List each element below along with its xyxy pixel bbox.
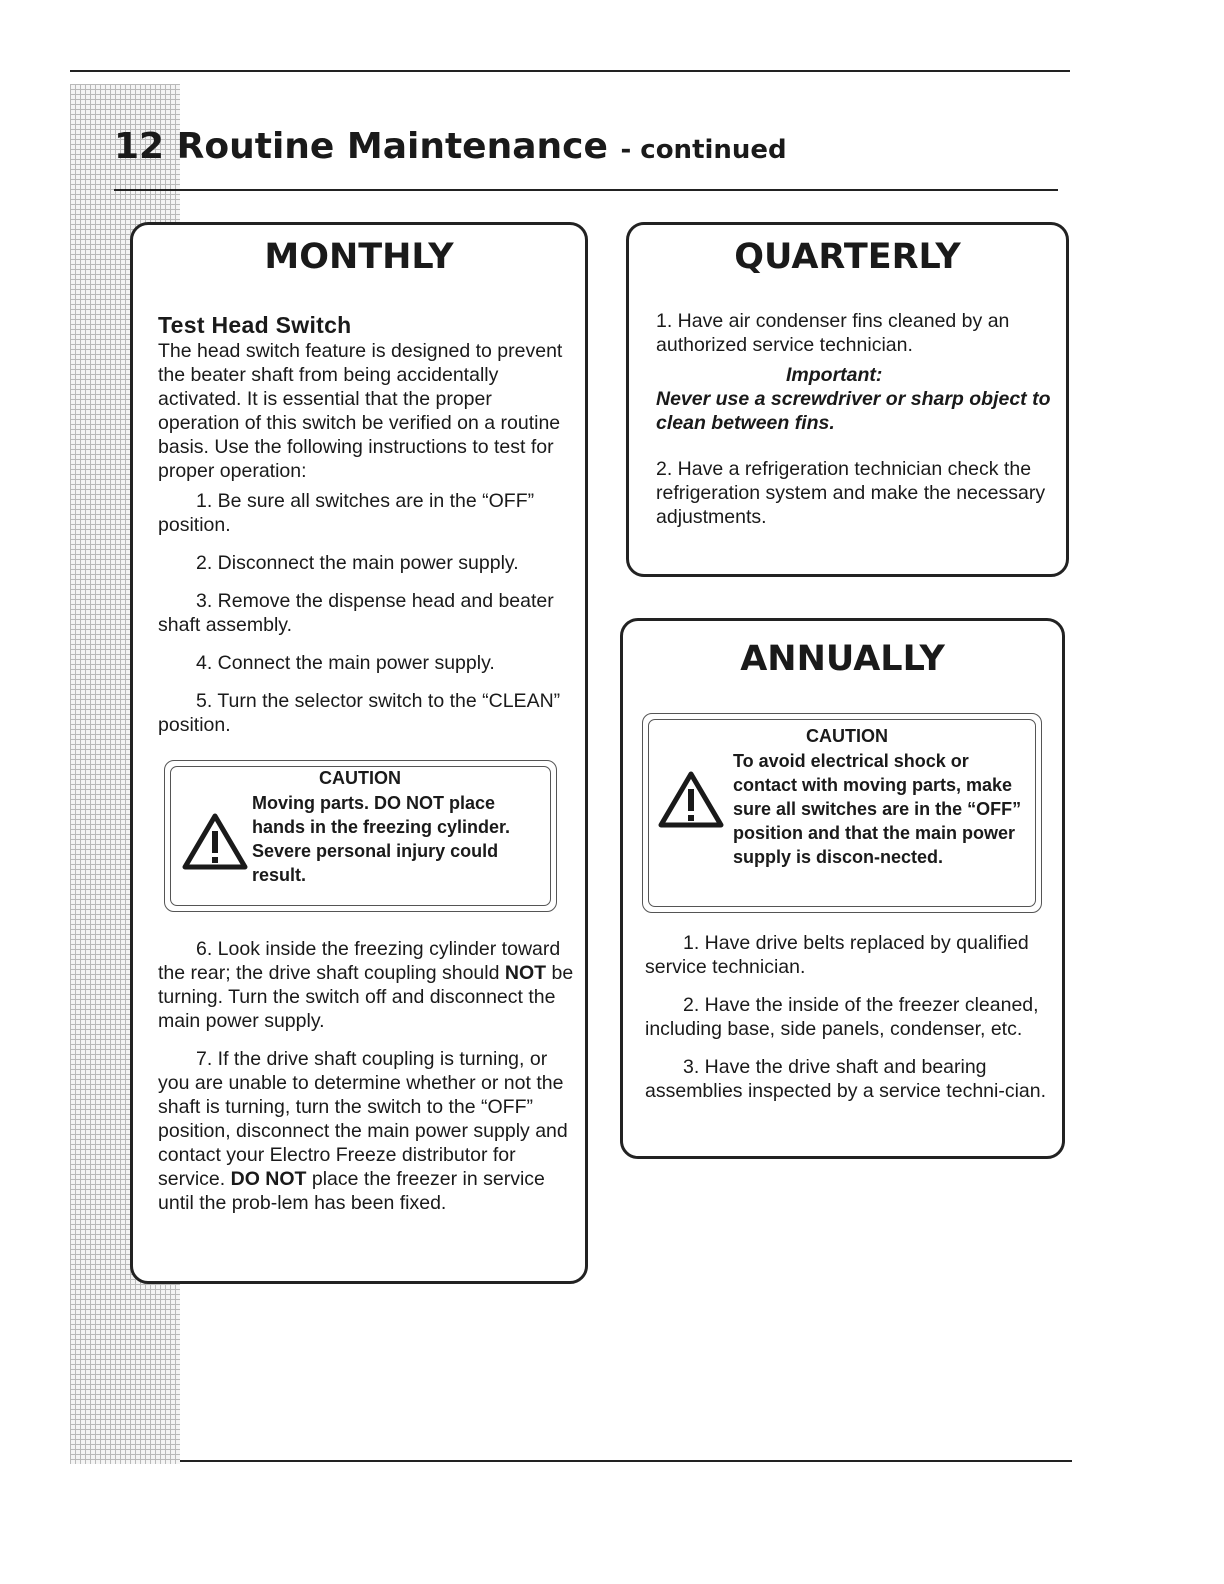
monthly-caution-title: CAUTION: [319, 768, 401, 788]
monthly-step-1: 1. Be sure all switches are in the “OFF” position.: [158, 490, 535, 536]
annually-item-3: 3. Have the drive shaft and bearing assemblies inspected by a service techni-cian.: [645, 1056, 1047, 1102]
title-underline: [114, 189, 1058, 191]
monthly-step-2: 2. Disconnect the main power supply.: [196, 552, 519, 574]
quarterly-item-1: 1. Have air condenser fins cleaned by an authorized service technician.: [656, 310, 1010, 356]
monthly-step-7: 7. If the drive shaft coupling is turning, or you are unable to determine whether or not the shaft is turning, turn the switch to the “OFF” position, disconnect the main power supply and contact your Electro Freeze distributor for service. DO NOT place the freezer in service until the prob-lem has been fixed.: [158, 1048, 568, 1214]
monthly-caution-text: Moving parts. DO NOT place hands in the freezing cylinder. Severe personal injury could result.: [252, 793, 511, 885]
annually-caution-title: CAUTION: [806, 726, 888, 746]
monthly-step-5: 5. Turn the selector switch to the “CLEAN” position.: [158, 690, 561, 736]
important-text: Never use a screwdriver or sharp object to clean between fins.: [656, 388, 1051, 434]
monthly-heading: MONTHLY: [264, 237, 454, 277]
quarterly-item-2: 2. Have a refrigeration technician check the refrigeration system and make the necessary adjustments.: [656, 458, 1046, 528]
monthly-intro: The head switch feature is designed to prevent the beater shaft from being accidentally activated. It is essential that the proper operation of this switch be verified on a routine basis. Use the following instructions to test for proper operation:: [158, 340, 563, 482]
quarterly-box: [626, 222, 1069, 577]
page-title: [114, 126, 787, 167]
monthly-step-3: 3. Remove the dispense head and beater shaft assembly.: [158, 590, 554, 636]
monthly-step-4: 4. Connect the main power supply.: [196, 652, 495, 674]
annually-caution-box: [642, 713, 1042, 913]
monthly-caution-box: [164, 760, 557, 912]
quarterly-heading: QUARTERLY: [734, 237, 961, 277]
monthly-subheading: Test Head Switch: [158, 312, 352, 338]
warning-triangle-icon: [657, 769, 725, 829]
section-title: Routine Maintenance: [176, 126, 608, 167]
important-label: Important:: [786, 364, 883, 386]
monthly-box: [130, 222, 588, 1284]
continued-label: - continued: [620, 135, 787, 165]
annually-caution-text: To avoid electrical shock or contact with moving parts, make sure all switches are in the “OFF” position and that the main power supply is discon-nected.: [733, 751, 1022, 867]
annually-item-1: 1. Have drive belts replaced by qualified service technician.: [645, 932, 1029, 978]
annually-item-2: 2. Have the inside of the freezer cleaned, including base, side panels, condenser, etc.: [645, 994, 1039, 1040]
section-number: 12: [114, 126, 165, 167]
monthly-step-6: 6. Look inside the freezing cylinder toward the rear; the drive shaft coupling should NOT be turning. Turn the switch off and disconnect the main power supply.: [158, 938, 574, 1032]
top-rule: [70, 70, 1070, 72]
annually-heading: ANNUALLY: [740, 639, 945, 679]
annually-box: [620, 618, 1065, 1159]
warning-triangle-icon: [181, 811, 249, 871]
bottom-rule: [180, 1460, 1072, 1462]
